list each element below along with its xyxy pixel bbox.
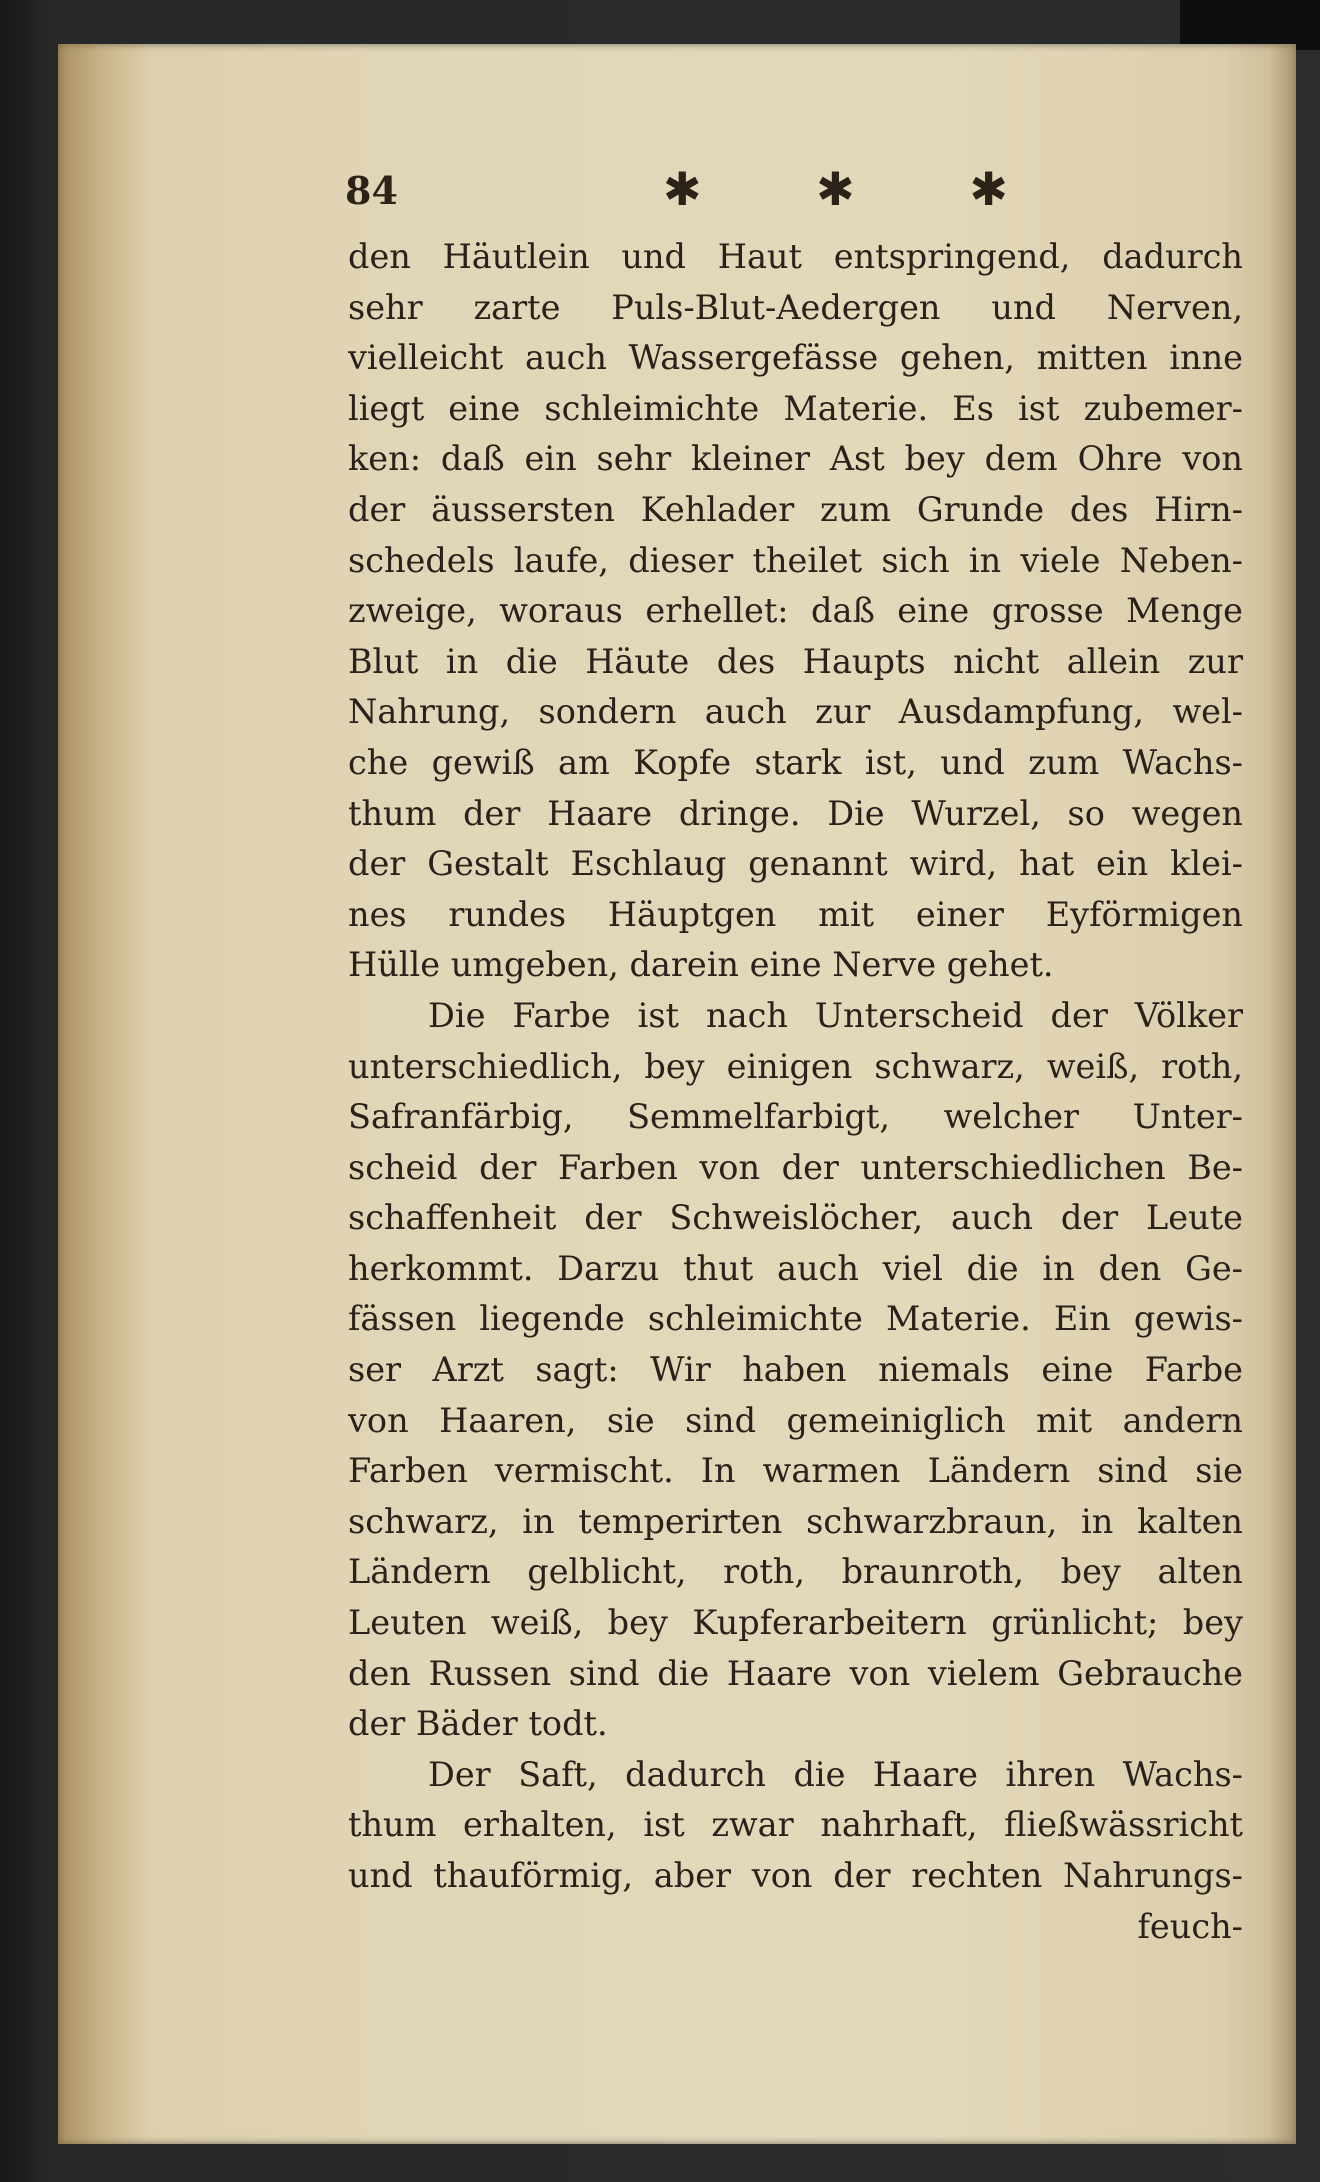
text-line: fässen liegende schleimichte Materie. Ein gewis- bbox=[348, 1299, 1243, 1339]
text-line: ser Arzt sagt: Wir haben niemals eine Farbe bbox=[348, 1350, 1243, 1390]
text-line: von Haaren, sie sind gemeiniglich mit andern bbox=[348, 1400, 1243, 1440]
scan-border-strip bbox=[1180, 0, 1320, 50]
text-line: den Häutlein und Haut entspringend, dadurch bbox=[348, 237, 1243, 276]
header-ornaments: ✱ ✱ ✱ bbox=[663, 162, 1058, 216]
text-line: den Russen sind die Haare von vielem Gebrauche bbox=[348, 1653, 1243, 1693]
text-line: scheid der Farben von der unterschiedlichen Be- bbox=[348, 1147, 1243, 1187]
text-line: Blut in die Häute des Haupts nicht allein zur bbox=[348, 641, 1243, 681]
text-line: schaffenheit der Schweislöcher, auch der Leute bbox=[348, 1198, 1243, 1238]
text-line: Die Farbe ist nach Unterscheid der Völker bbox=[428, 995, 1243, 1035]
text-line: Leuten weiß, bey Kupferarbeitern grünlicht; bey bbox=[348, 1603, 1243, 1643]
text-line: sehr zarte Puls-Blut-Aedergen und Nerven, bbox=[348, 287, 1243, 327]
page-number: 84 bbox=[345, 168, 398, 213]
text-line: nes rundes Häuptgen mit einer Eyförmigen bbox=[348, 894, 1243, 934]
text-line: und thauförmig, aber von der rechten Nahrungs- bbox=[348, 1856, 1243, 1895]
text-line: Ländern gelblicht, roth, braunroth, bey alten bbox=[348, 1552, 1243, 1592]
text-line: zweige, woraus erhellet: daß eine grosse Menge bbox=[348, 591, 1243, 631]
page-text-body bbox=[348, 232, 1243, 1952]
text-line: thum der Haare dringe. Die Wurzel, so wegen bbox=[348, 793, 1243, 833]
text-line: thum erhalten, ist zwar nahrhaft, fließwässricht bbox=[348, 1805, 1243, 1845]
page-header bbox=[345, 162, 1245, 228]
text-line: che gewiß am Kopfe stark ist, und zum Wachs- bbox=[348, 742, 1243, 782]
text-line: schedels laufe, dieser theilet sich in viele Neben- bbox=[348, 540, 1243, 580]
text-line: vielleicht auch Wassergefässe gehen, mitten inne bbox=[348, 338, 1243, 378]
page-edge-shadow bbox=[1268, 44, 1296, 2144]
text-line: Farben vermischt. In warmen Ländern sind sie bbox=[348, 1451, 1243, 1491]
text-line: der äussersten Kehlader zum Grunde des Hirn- bbox=[348, 489, 1243, 529]
text-line: schwarz, in temperirten schwarzbraun, in kalten bbox=[348, 1501, 1243, 1541]
text-line: Der Saft, dadurch die Haare ihren Wachs- bbox=[428, 1754, 1243, 1794]
text-line: der Bäder todt. bbox=[348, 1704, 608, 1744]
text-line: herkommt. Darzu thut auch viel die in den Ge- bbox=[348, 1248, 1243, 1288]
text-line: ken: daß ein sehr kleiner Ast bey dem Ohre von bbox=[348, 439, 1243, 479]
text-line: Safranfärbig, Semmelfarbigt, welcher Unter- bbox=[348, 1097, 1243, 1137]
text-line: liegt eine schleimichte Materie. Es ist zubemer- bbox=[348, 388, 1243, 428]
text-line: unterschiedlich, bey einigen schwarz, weiß, roth, bbox=[348, 1046, 1243, 1086]
text-line: der Gestalt Eschlaug genannt wird, hat ein klei- bbox=[348, 844, 1243, 884]
catchword: feuch- bbox=[1137, 1906, 1243, 1946]
text-line: Nahrung, sondern auch zur Ausdampfung, wel- bbox=[348, 692, 1243, 732]
text-line: Hülle umgeben, darein eine Nerve gehet. bbox=[348, 945, 1054, 985]
page-gutter-shadow bbox=[58, 44, 148, 2144]
